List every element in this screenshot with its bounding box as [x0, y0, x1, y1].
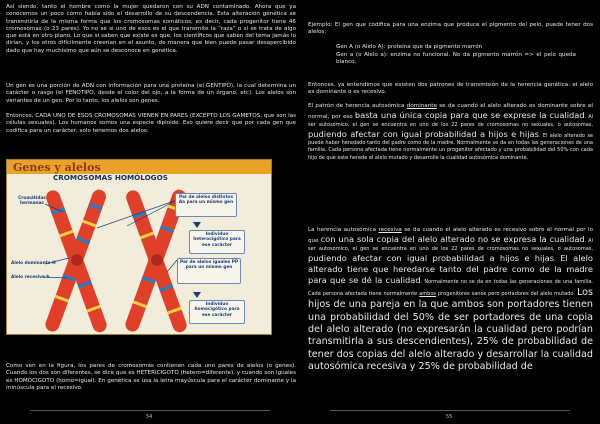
gen-a-recessive: Gen a (o Alelo a): enzima no funcional. No da pigmento marrón => el pelo queda blanco.: [336, 52, 576, 66]
rec-text-mid: se da cuando el alelo alterado es recesivo sobre el normal por lo que: [308, 227, 593, 245]
label-homocigotico: Individuo homocigótico para ese carácter: [189, 300, 245, 324]
rec-keyword-ambos: ambos: [419, 290, 437, 297]
recessive-inheritance-paragraph: [308, 227, 593, 374]
dom-emphasis-2: pudiendo afectar con igual probabilidad a hijos e hijas: [308, 128, 539, 139]
dom-text-mid: se da cuando el alelo alterado es dominante sobre el normal, por eso: [308, 103, 593, 121]
label-par-alelos-distintos: Par de alelos distintos Aa para un mismo gen: [175, 193, 237, 217]
page-number-right: 55: [446, 414, 453, 420]
figure-subtitle: CROMOSOMAS HOMÓLOGOS: [53, 173, 168, 182]
rec-keyword: recesiva: [378, 227, 402, 233]
rec-emphasis: con una sola copia del alelo alterado no se expresa la cualidad: [320, 234, 585, 245]
figure-title: Genes y alelos: [13, 161, 101, 174]
rec-text-small: . Normalmente no se da en todas las generaciones de una familia. Cada persona afectada tiene normalmente: [308, 279, 593, 297]
label-alelo-dominante: Alelo dominante H: [11, 261, 56, 266]
label-par-alelos-iguales: Par de alelos iguales PP para un mismo gen: [177, 258, 241, 284]
gen-a-dominant: Gen A (o Alelo A): proteína que da pigmento marrón: [336, 44, 483, 50]
rec-emphasis-3: El alelo alterado tiene que heredarse tanto del padre como de la madre para que se dé la cualidad: [308, 252, 593, 286]
right-paragraph-example: Ejemplo: El gen que codifica para una enzima que produce el pigmento del pelo, puede tener dos alelos:: [308, 22, 593, 36]
left-paragraph-4: Como ven en la figura, los pares de cromosomas contienen cada uno pares de alelos (o genes). Cuando los dos son diferentes, se dice que es HETERICIGOTO (hetero=diferente), y cuando son iguales es HOMOCIGOTO (homo=igual). En genética se usa la letra mayúscula para el carácter dominante y la minúscula para el recesivo.: [6, 363, 296, 391]
rec-text-mid-2: .: [554, 256, 561, 263]
rec-text-pre: La herencia autosómica: [308, 227, 379, 233]
dom-text-post: . Al ser autosómico, el gen se encuentra en uno de los 22 pares de cromosomas no sexuales, o autosomas,: [308, 114, 593, 128]
page-number-left: 54: [146, 414, 153, 420]
right-paragraph-patterns: Entonces, ya entendimos que existen dos patrones de transmisión de la herencia genética: el alelo es dominante o es recesivo.: [308, 82, 593, 96]
dom-text-tail: . El alelo alterado se puede haber heredado tanto del padre como de la madre. Normalmente se da en todas las generaciones de una familia. Cada persona afectada tiene normalmente un progenitor afectado y una probabilidad del 50% con cada hijo de que este herede el alelo mutado y desarrolle la cualidad autosómica dominante.: [308, 132, 593, 161]
label-cromatidas: Cromátidas hermanas: [18, 196, 46, 207]
dom-text-pre: El patrón de herencia autosómica: [308, 103, 407, 109]
label-alelo-recesivo: Alelo recesivo h: [11, 275, 50, 280]
label-heterocigotico: Individuo heterocigótico para ese carácter: [189, 230, 245, 254]
right-footer-rule: [330, 410, 570, 411]
left-paragraph-1: Así siendo, tanto el hombre como la mujer quedaron con su ADN contaminado. Ahora que ya conocemos un poco cómo había sido el desarrollo de su descendencia. Esta alteración genética se transmitiría de la misma forma que los cromosomas somáticos, es decir, cada progenitor tiene 46 cromosomas (o 23 pares). Yo no sé si uno de esos es el que transmite la “raza” o si se trata de algo que está en otro plano. Lo que si saben que existe es que, los científicos que saben del tema jamás lo dirían, y los otros difícilmente creerían en el asunto, de manera que bien puede pasar desapercibido dado que hay muchísimo que aún se desconoce en genética.: [6, 4, 296, 54]
rec-text-post: . Al ser autosómico, el gen se encuentra en uno de los 22 pares de cromosomas no sexuales, o autosomas,: [308, 238, 593, 252]
left-paragraph-2: Un gen es una porción de ADN con información para una proteína (el GENTIPO), la cual determina un carácter o rasgo (el FENOTIPO, desde el color del ojo, a la forma de un órgano, etc). Los alelos son variantes de un gen. Por lo tanto, los alelos son genes.: [6, 83, 296, 104]
rec-emphasis-2: pudiendo afectar con igual probabilidad a hijos e hijas: [308, 252, 555, 263]
left-paragraph-3: Entonces, CADA UNO DE ESOS CROMOSOMAS VIENEN EN PARES (EXCEPTO LOS GAMETOS, que son las células sexuales). Los humanos somos una especie diploide. Eso quiere decir que por cada gen que codifica para un carácter, solo tenemos dos alelos:: [6, 113, 296, 134]
dominant-inheritance-paragraph: [308, 103, 593, 162]
dom-emphasis: basta una única copia para que se exprese la cualidad: [354, 110, 585, 121]
rec-text-small-2: progenitores sanos pero portadores del alelo mutado.: [436, 290, 577, 297]
rec-large-text: Los hijos de una pareja en la que ambos son portadores tienen una probabilidad del 50% de ser portadores de una copia del alelo alterado (no expresarán la cualidad pero podrían transmitirla a sus descendientes), 25% de probabilidad de tener dos copias del alelo alterado y desarrollar la cualidad autosómica recesiva y 25% de probabilidad de: [308, 286, 593, 373]
dom-keyword: dominante: [406, 103, 437, 109]
